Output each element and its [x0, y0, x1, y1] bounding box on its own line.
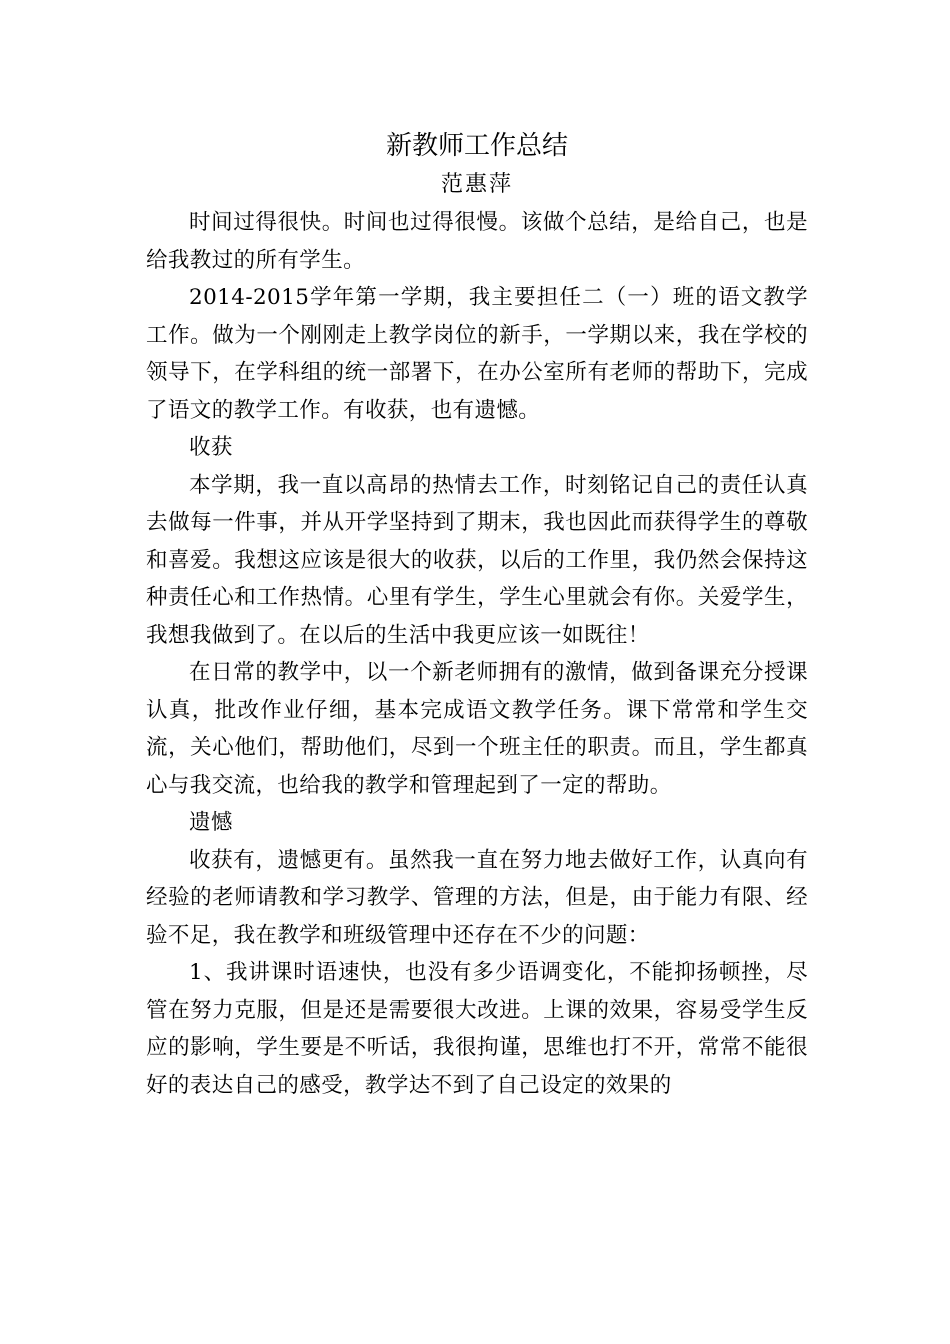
paragraph-intro: 时间过得很快。时间也过得很慢。该做个总结，是给自己，也是给我教过的所有学生。	[146, 210, 808, 273]
paragraph-gains-2: 在日常的教学中，以一个新老师拥有的激情，做到备课充分授课认真，批改作业仔细，基本完成语文教学任务。课下常常和学生交流，关心他们，帮助他们，尽到一个班主任的职责。而且，学生都真心与我交流，也给我的教学和管理起到了一定的帮助。	[146, 660, 808, 798]
author-name: 范惠萍	[440, 172, 513, 197]
document-page	[146, 128, 808, 1104]
paragraph-regrets-1: 收获有，遗憾更有。虽然我一直在努力地去做好工作，认真向有经验的老师请教和学习教学、管理的方法，但是，由于能力有限、经验不足，我在教学和班级管理中还存在不少的问题：	[146, 847, 808, 948]
section-heading-regrets: 遗憾	[189, 810, 233, 835]
section-heading-gains: 收获	[189, 435, 233, 460]
paragraph-regrets-2: 1、我讲课时语速快，也没有多少语调变化，不能抑扬顿挫，尽管在努力克服，但是还是需要很大改进。上课的效果，容易受学生反应的影响，学生要是不听话，我很拘谨，思维也打不开，常常不能很好的表达自己的感受，教学达不到了自己设定的效果的	[146, 960, 808, 1098]
document-title: 新教师工作总结	[385, 131, 568, 161]
paragraph-gains-1: 本学期，我一直以高昂的热情去工作，时刻铭记自己的责任认真去做每一件事，并从开学坚持到了期末，我也因此而获得学生的尊敬和喜爱。我想这应该是很大的收获，以后的工作里，我仍然会保持这种责任心和工作热情。心里有学生，学生心里就会有你。关爱学生，我想我做到了。在以后的生活中我更应该一如既往！	[146, 472, 808, 648]
paragraph-overview: 2014-2015学年第一学期，我主要担任二（一）班的语文教学工作。做为一个刚刚走上教学岗位的新手，一学期以来，我在学校的领导下，在学科组的统一部署下，在办公室所有老师的帮助下，完成了语文的教学工作。有收获，也有遗憾。	[146, 285, 808, 423]
